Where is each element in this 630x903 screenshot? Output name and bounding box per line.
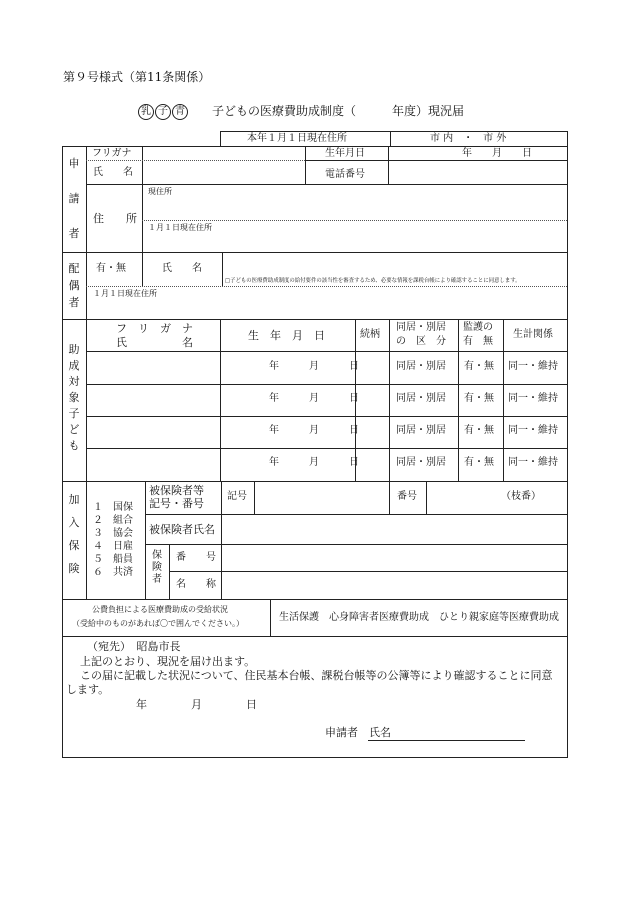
form-title: 子どもの医療費助成制度（ 年度）現況届	[212, 104, 465, 118]
birthdate-value[interactable]: 年 月 日	[462, 148, 532, 159]
child-name-header: 氏 名	[116, 336, 193, 349]
phone-label: 電話番号	[325, 169, 365, 180]
symbol-number-label: 記号・番号	[149, 497, 204, 510]
child-cohabitation[interactable]: 同居・別居	[396, 361, 446, 372]
signer-label: 申請者 氏名	[325, 726, 391, 739]
spouse-side-label: 配 偶 者	[68, 262, 80, 309]
custody-header: 有 無	[463, 336, 493, 347]
name-label: 氏 名	[93, 167, 133, 178]
declaration-line: 上記のとおり、現況を届け出ます。	[80, 655, 256, 668]
child-cohabitation[interactable]: 同居・別居	[396, 457, 446, 468]
symbol-number-label: 被保険者等	[149, 484, 204, 497]
circle-mark: 子	[155, 104, 171, 120]
consent-statement: します。	[66, 683, 110, 696]
child-cohabitation[interactable]: 同居・別居	[396, 393, 446, 404]
cohabitation-header: の 区 分	[396, 336, 446, 347]
child-birthdate[interactable]: 年 月 日	[269, 457, 359, 468]
public-aid-options[interactable]: 生活保護 心身障害者医療費助成 ひとり親家庭等医療費助成	[279, 612, 559, 623]
applicant-name-input[interactable]	[144, 162, 302, 182]
furigana-label: フリガナ	[92, 148, 132, 159]
insured-name-label: 被保険者氏名	[149, 523, 215, 536]
kigou-label: 記号	[227, 491, 247, 502]
current-address-label: 現住所	[148, 187, 172, 196]
spouse-presence[interactable]: 有・無	[96, 263, 126, 274]
spouse-name-label: 氏 名	[162, 263, 202, 274]
branch-number-label: （枝番）	[501, 491, 541, 502]
birthdate-label: 生年月日	[325, 148, 365, 159]
target-group-marks	[138, 104, 189, 120]
child-livelihood[interactable]: 同一・維持	[508, 393, 558, 404]
relation-header: 続柄	[360, 329, 380, 340]
insurance-type[interactable]: ４ 日雇	[93, 541, 133, 552]
residence-option[interactable]: 市 内 ・ 市 外	[430, 133, 507, 144]
insurance-type[interactable]: １ 国保	[93, 502, 133, 513]
child-name-input[interactable]	[88, 417, 218, 445]
public-aid-label: 公費負担による医療費助成の受給状況	[92, 605, 228, 614]
child-custody[interactable]: 有・無	[464, 425, 494, 436]
children-side-label: 助 成 対 象 子 ど も	[68, 343, 80, 452]
submission-date[interactable]: 年 月 日	[136, 698, 257, 711]
insurer-name-label: 名 称	[176, 579, 216, 590]
circle-mark: 乳	[138, 104, 154, 120]
circle-mark: 青	[172, 104, 188, 120]
insurer-vertical-label: 保 険 者	[152, 550, 162, 585]
bangou-label: 番号	[397, 491, 417, 502]
child-name-input[interactable]	[88, 385, 218, 413]
public-aid-note: （受給中のものがあれば〇で囲んでください。）	[72, 619, 244, 628]
applicant-side-label: 申 請 者	[68, 157, 80, 240]
child-birthdate[interactable]: 年 月 日	[269, 425, 359, 436]
insurance-type-list[interactable]	[93, 501, 133, 579]
child-livelihood[interactable]: 同一・維持	[508, 361, 558, 372]
livelihood-header: 生計関係	[513, 329, 553, 340]
form-number: 第９号様式（第11条関係）	[63, 70, 211, 84]
insurance-type[interactable]: ２ 組合	[93, 515, 133, 526]
addressee: （宛先） 昭島市長	[87, 640, 181, 653]
insurance-type[interactable]: ５ 船員	[93, 554, 133, 565]
child-furigana-header: フ リ ガ ナ	[116, 322, 193, 335]
child-custody[interactable]: 有・無	[464, 361, 494, 372]
child-livelihood[interactable]: 同一・維持	[508, 457, 558, 468]
signature-line[interactable]	[368, 740, 525, 741]
child-cohabitation[interactable]: 同居・別居	[396, 425, 446, 436]
residence-label: 本年１月１日現在住所	[247, 133, 347, 144]
child-birth-header: 生 年 月 日	[248, 329, 325, 342]
consent-statement: この届に記載した状況について、住民基本台帳、課税台帳等の公簿等により確認することに同意	[80, 669, 553, 682]
child-birthdate[interactable]: 年 月 日	[269, 361, 359, 372]
insurer-number-label: 番 号	[176, 552, 216, 563]
insurance-type[interactable]: ３ 協会	[93, 528, 133, 539]
spouse-jan1-address-label: １月１日現在住所	[93, 289, 157, 298]
insurance-type[interactable]: ６ 共済	[93, 567, 133, 578]
address-label: 住 所	[93, 212, 137, 225]
child-name-input[interactable]	[88, 449, 218, 477]
custody-header: 監護の	[463, 322, 493, 333]
child-livelihood[interactable]: 同一・維持	[508, 425, 558, 436]
child-birthdate[interactable]: 年 月 日	[269, 393, 359, 404]
kigou-input[interactable]	[256, 483, 387, 512]
jan1-address-label: １月１日現在住所	[148, 223, 212, 232]
consent-checkbox-text[interactable]: □子どもの医療費助成制度の給付要件の該当性を審査するため、必要な情報を課税台帳により確認することに同意します。	[225, 278, 521, 284]
cohabitation-header: 同居・別居	[396, 322, 446, 333]
child-custody[interactable]: 有・無	[464, 457, 494, 468]
insurance-side-label: 加 入 保 険	[68, 493, 80, 575]
insured-name-input[interactable]	[223, 516, 565, 542]
phone-input[interactable]	[390, 162, 565, 182]
child-name-input[interactable]	[88, 353, 218, 381]
child-custody[interactable]: 有・無	[464, 393, 494, 404]
